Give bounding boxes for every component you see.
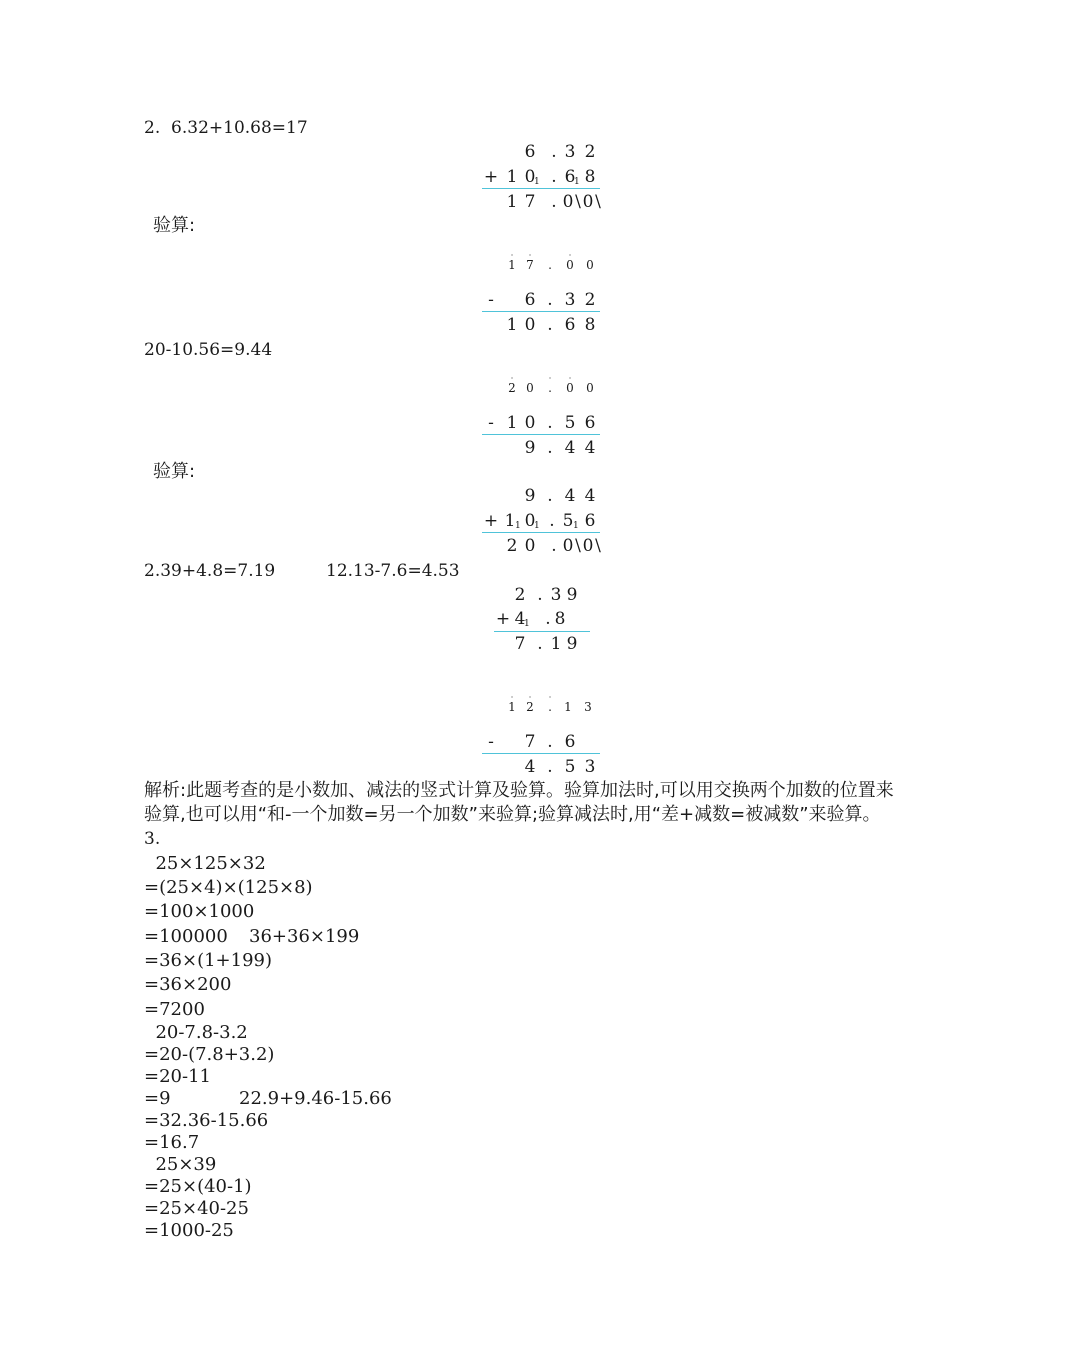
digit: 6 — [564, 167, 576, 187]
digit: 7 — [514, 634, 526, 654]
digit: . — [537, 634, 543, 654]
strike-mark: \ — [595, 192, 601, 212]
digit: . — [545, 609, 551, 629]
digit: 1 — [564, 700, 572, 714]
calc-rule — [482, 434, 600, 435]
digit: 2 — [506, 536, 518, 556]
digit: 6 — [584, 413, 596, 433]
calc-step: =36×200 — [144, 974, 232, 995]
calc-rule — [482, 532, 600, 533]
plus-sign: + — [495, 609, 511, 629]
digit: 9 — [524, 486, 536, 506]
equation-addition: 2.39+4.8=7.19 — [144, 561, 276, 581]
analysis-text: 验算,也可以用“和-一个加数=另一个加数”来验算;验算减法时,用“差+减数=被减数”来验算。 — [144, 804, 881, 825]
digit: . — [551, 167, 557, 187]
carry-mark: 1 — [574, 177, 580, 187]
digit: 0 — [582, 192, 594, 212]
digit: . — [547, 413, 553, 433]
question-2-heading: 2. 6.32+10.68=17 — [144, 118, 308, 138]
calc-expression: 22.9+9.46-15.66 — [239, 1088, 392, 1109]
digit: 0 — [582, 536, 594, 556]
equation-subtraction: 12.13-7.6=4.53 — [326, 561, 460, 581]
digit: 0 — [566, 258, 574, 272]
calc-step: =(25×4)×(125×8) — [144, 877, 313, 898]
digit: . — [547, 486, 553, 506]
strike-mark: \ — [595, 536, 601, 556]
carry-mark: 1 — [573, 521, 579, 531]
digit: . — [537, 585, 543, 605]
calc-step: =16.7 — [144, 1132, 200, 1153]
digit: 6 — [584, 511, 596, 531]
calc-rule — [482, 753, 600, 754]
digit: 8 — [584, 167, 596, 187]
calc-step: =9 — [144, 1088, 171, 1109]
digit: 0 — [524, 536, 536, 556]
calc-step: 25×39 — [144, 1154, 217, 1175]
digit: 4 — [564, 438, 576, 458]
carry-mark: 1 — [515, 521, 521, 531]
digit: 6 — [564, 732, 576, 752]
digit: 4 — [514, 609, 526, 629]
digit: . — [547, 315, 553, 335]
digit: 0 — [526, 381, 534, 395]
digit: 9 — [566, 585, 578, 605]
calc-step: =1000-25 — [144, 1220, 234, 1241]
calc-step: =25×40-25 — [144, 1198, 249, 1219]
digit: 7 — [524, 732, 536, 752]
digit: . — [547, 757, 553, 777]
digit: . — [547, 732, 553, 752]
digit: 0 — [524, 413, 536, 433]
digit: . — [551, 536, 557, 556]
digit: 3 — [584, 757, 596, 777]
digit: 0 — [562, 192, 574, 212]
digit: 1 — [506, 413, 518, 433]
digit: 2 — [508, 381, 516, 395]
digit: 9 — [566, 634, 578, 654]
digit: 1 — [506, 192, 518, 212]
carry-mark: 1 — [534, 177, 540, 187]
digit: 1 — [550, 634, 562, 654]
carry-mark: 1 — [534, 521, 540, 531]
digit: 2 — [584, 142, 596, 162]
strike-mark: \ — [575, 536, 581, 556]
digit: 5 — [564, 413, 576, 433]
carry-mark: 1 — [524, 619, 530, 629]
digit: 0 — [586, 258, 594, 272]
digit: . — [547, 290, 553, 310]
calc-step: =100000 — [144, 926, 228, 947]
digit: 4 — [584, 486, 596, 506]
digit: 9 — [524, 438, 536, 458]
calc-rule — [482, 188, 600, 189]
minus-sign: - — [488, 413, 494, 433]
digit: 4 — [564, 486, 576, 506]
digit: 8 — [554, 609, 566, 629]
digit: 6 — [564, 315, 576, 335]
strike-mark: \ — [575, 192, 581, 212]
digit: 5 — [564, 757, 576, 777]
digit: 0 — [524, 167, 536, 187]
digit: 0 — [586, 381, 594, 395]
calc-step: 25×125×32 — [144, 853, 266, 874]
minus-sign: - — [488, 732, 494, 752]
check-label: 验算: — [153, 461, 196, 482]
equation-subtraction: 20-10.56=9.44 — [144, 340, 273, 360]
digit: 0 — [562, 536, 574, 556]
calc-step: =20-(7.8+3.2) — [144, 1044, 275, 1065]
check-label: 验算: — [153, 215, 196, 236]
digit: 1 — [506, 315, 518, 335]
digit: . — [551, 192, 557, 212]
digit: . — [548, 258, 552, 272]
plus-sign: + — [483, 511, 499, 531]
digit: 0 — [524, 511, 536, 531]
calc-step: =25×(40-1) — [144, 1176, 252, 1197]
digit: 1 — [504, 511, 516, 531]
digit: 0 — [524, 315, 536, 335]
digit: 8 — [584, 315, 596, 335]
calc-expression: 36+36×199 — [249, 926, 360, 947]
calc-step: =20-11 — [144, 1066, 211, 1087]
digit: 2 — [526, 700, 534, 714]
digit: 4 — [524, 757, 536, 777]
digit: 1 — [506, 167, 518, 187]
digit: . — [548, 381, 552, 395]
calc-step: =100×1000 — [144, 901, 255, 922]
calc-rule — [494, 631, 590, 632]
calc-rule — [482, 311, 600, 312]
digit: 3 — [550, 585, 562, 605]
digit: 2 — [584, 290, 596, 310]
digit: . — [548, 700, 552, 714]
digit: 7 — [526, 258, 534, 272]
calc-step: =36×(1+199) — [144, 950, 273, 971]
digit: 5 — [562, 511, 574, 531]
digit: 3 — [584, 700, 592, 714]
digit: 6 — [524, 142, 536, 162]
digit: . — [551, 142, 557, 162]
question-3-number: 3. — [144, 829, 161, 849]
digit: 3 — [564, 142, 576, 162]
analysis-text: 解析:此题考查的是小数加、减法的竖式计算及验算。验算加法时,可以用交换两个加数的位置来 — [144, 780, 894, 801]
plus-sign: + — [483, 167, 499, 187]
digit: . — [547, 438, 553, 458]
digit: . — [549, 511, 555, 531]
calc-step: =7200 — [144, 999, 205, 1020]
digit: 1 — [508, 700, 516, 714]
calc-step: 20-7.8-3.2 — [144, 1022, 248, 1043]
digit: 0 — [566, 381, 574, 395]
digit: 1 — [508, 258, 516, 272]
minus-sign: - — [488, 290, 494, 310]
digit: 4 — [584, 438, 596, 458]
digit: 6 — [524, 290, 536, 310]
digit: 3 — [564, 290, 576, 310]
digit: 7 — [524, 192, 536, 212]
calc-step: =32.36-15.66 — [144, 1110, 269, 1131]
digit: 2 — [514, 585, 526, 605]
